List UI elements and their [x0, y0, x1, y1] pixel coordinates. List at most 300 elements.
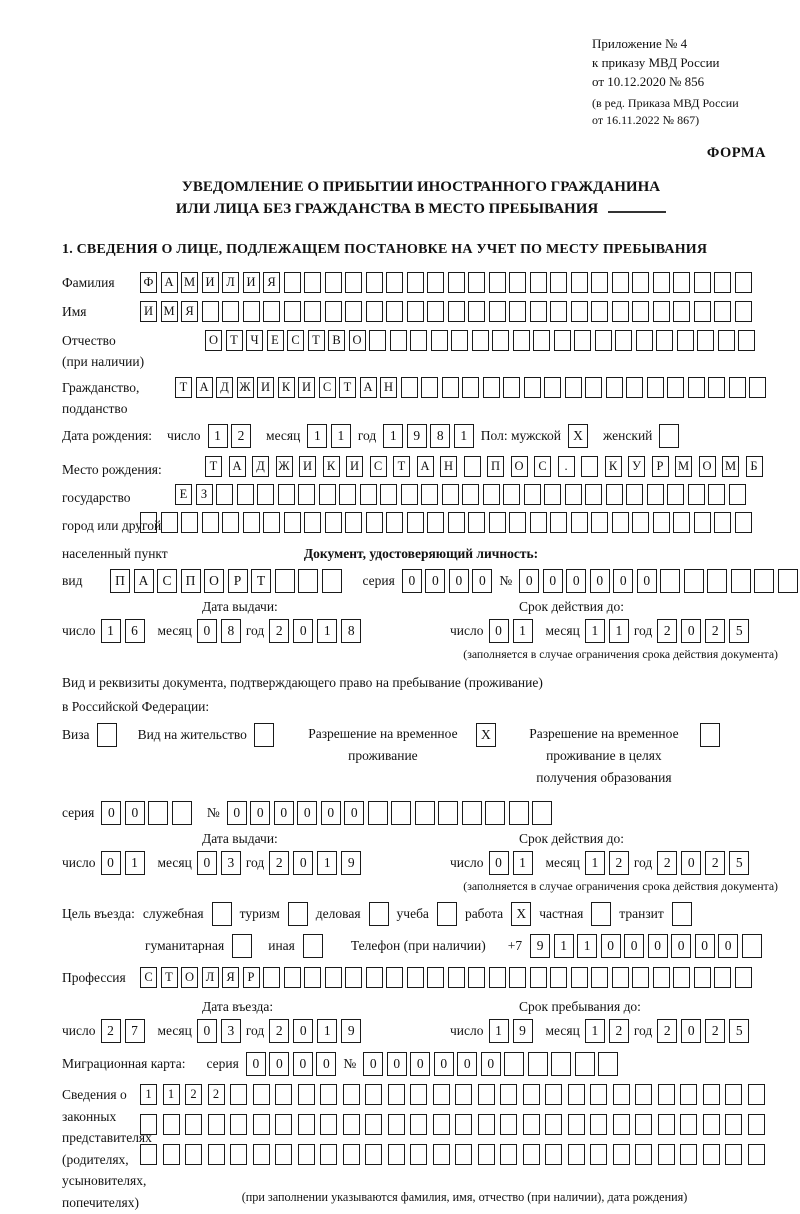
option-visa-checkbox[interactable] [97, 723, 117, 747]
form-cell[interactable]: X [568, 424, 588, 448]
form-cell[interactable] [585, 484, 602, 505]
form-cell[interactable]: 1 [125, 851, 145, 875]
form-cell[interactable]: 5 [729, 619, 749, 643]
form-cell[interactable] [464, 456, 481, 477]
form-cell[interactable] [478, 1144, 495, 1165]
form-cell[interactable] [263, 301, 280, 322]
form-cell[interactable] [590, 1084, 607, 1105]
form-cell[interactable]: 2 [657, 619, 677, 643]
form-cell[interactable] [708, 377, 725, 398]
form-cell[interactable] [366, 967, 383, 988]
form-cell[interactable] [391, 801, 411, 825]
form-cell[interactable]: 2 [101, 1019, 121, 1043]
form-cell[interactable] [528, 1052, 548, 1076]
form-cell[interactable] [325, 301, 342, 322]
form-cell[interactable]: 0 [293, 619, 313, 643]
form-cell[interactable]: 0 [363, 1052, 383, 1076]
form-cell[interactable] [320, 1114, 337, 1135]
form-cell[interactable] [275, 569, 295, 593]
form-cell[interactable] [489, 301, 506, 322]
form-cell[interactable] [598, 1052, 618, 1076]
purpose-private-checkbox[interactable] [591, 902, 611, 926]
form-cell[interactable] [410, 1114, 427, 1135]
form-cell[interactable]: 1 [585, 619, 605, 643]
firstname-cells[interactable] [140, 301, 752, 322]
form-cell[interactable]: В [328, 330, 345, 351]
form-cell[interactable] [635, 1144, 652, 1165]
residence-expiry-year-cells[interactable] [657, 851, 749, 875]
form-cell[interactable] [360, 484, 377, 505]
form-cell[interactable]: 0 [481, 1052, 501, 1076]
form-cell[interactable]: И [257, 377, 274, 398]
form-cell[interactable]: 0 [613, 569, 633, 593]
form-cell[interactable] [421, 484, 438, 505]
form-cell[interactable] [680, 1114, 697, 1135]
form-cell[interactable] [590, 1144, 607, 1165]
form-cell[interactable]: С [319, 377, 336, 398]
form-cell[interactable] [503, 377, 520, 398]
form-cell[interactable] [591, 272, 608, 293]
form-cell[interactable] [574, 330, 591, 351]
form-cell[interactable] [448, 301, 465, 322]
form-cell[interactable] [725, 1114, 742, 1135]
form-cell[interactable] [545, 1114, 562, 1135]
identity-type-cells[interactable] [110, 569, 342, 593]
form-cell[interactable]: Р [228, 569, 248, 593]
form-cell[interactable] [500, 1084, 517, 1105]
form-cell[interactable] [530, 512, 547, 533]
form-cell[interactable] [386, 967, 403, 988]
form-cell[interactable]: 9 [341, 851, 361, 875]
form-cell[interactable] [677, 330, 694, 351]
form-cell[interactable] [700, 723, 720, 747]
form-cell[interactable] [653, 967, 670, 988]
form-cell[interactable] [319, 484, 336, 505]
form-cell[interactable]: X [511, 902, 531, 926]
form-cell[interactable]: К [323, 456, 340, 477]
form-cell[interactable] [401, 377, 418, 398]
form-cell[interactable] [433, 1084, 450, 1105]
form-cell[interactable] [222, 301, 239, 322]
form-cell[interactable] [185, 1144, 202, 1165]
form-cell[interactable]: 2 [705, 1019, 725, 1043]
form-cell[interactable] [509, 967, 526, 988]
form-cell[interactable] [545, 1144, 562, 1165]
form-cell[interactable] [632, 301, 649, 322]
form-cell[interactable] [325, 512, 342, 533]
form-cell[interactable] [565, 484, 582, 505]
form-cell[interactable]: 2 [657, 1019, 677, 1043]
form-cell[interactable]: 7 [125, 1019, 145, 1043]
form-cell[interactable] [366, 301, 383, 322]
form-cell[interactable]: 9 [530, 934, 550, 958]
form-cell[interactable] [208, 1114, 225, 1135]
form-cell[interactable]: П [487, 456, 504, 477]
form-cell[interactable]: 0 [590, 569, 610, 593]
form-cell[interactable] [748, 1144, 765, 1165]
form-cell[interactable]: 1 [609, 619, 629, 643]
form-cell[interactable]: 0 [472, 569, 492, 593]
form-cell[interactable] [489, 272, 506, 293]
form-cell[interactable]: А [417, 456, 434, 477]
form-cell[interactable] [544, 377, 561, 398]
form-cell[interactable] [343, 1144, 360, 1165]
form-cell[interactable] [591, 902, 611, 926]
identity-series-cells[interactable] [402, 569, 493, 593]
form-cell[interactable] [707, 569, 727, 593]
form-cell[interactable] [388, 1084, 405, 1105]
identity-expiry-day-cells[interactable] [489, 619, 533, 643]
form-cell[interactable] [748, 1084, 765, 1105]
form-cell[interactable] [455, 1144, 472, 1165]
purpose-study-checkbox[interactable] [437, 902, 457, 926]
form-cell[interactable] [530, 967, 547, 988]
form-cell[interactable] [410, 330, 427, 351]
form-cell[interactable]: 0 [125, 801, 145, 825]
form-cell[interactable] [478, 1114, 495, 1135]
form-cell[interactable] [298, 1084, 315, 1105]
form-cell[interactable]: 1 [101, 619, 121, 643]
option-temporary-residence-education-checkbox[interactable] [700, 723, 720, 747]
form-cell[interactable]: 8 [221, 619, 241, 643]
form-cell[interactable] [703, 1144, 720, 1165]
form-cell[interactable] [388, 1144, 405, 1165]
form-cell[interactable] [448, 512, 465, 533]
form-cell[interactable]: У [628, 456, 645, 477]
form-cell[interactable] [694, 301, 711, 322]
form-cell[interactable] [407, 272, 424, 293]
form-cell[interactable] [718, 330, 735, 351]
form-cell[interactable]: 1 [585, 1019, 605, 1043]
form-cell[interactable]: 0 [101, 801, 121, 825]
form-cell[interactable] [626, 377, 643, 398]
form-cell[interactable] [304, 967, 321, 988]
form-cell[interactable] [729, 484, 746, 505]
form-cell[interactable] [451, 330, 468, 351]
form-cell[interactable] [304, 272, 321, 293]
form-cell[interactable]: 0 [227, 801, 247, 825]
form-cell[interactable] [437, 902, 457, 926]
form-cell[interactable]: 1 [307, 424, 327, 448]
form-cell[interactable] [632, 512, 649, 533]
form-cell[interactable]: 0 [566, 569, 586, 593]
form-cell[interactable] [590, 1114, 607, 1135]
form-cell[interactable]: М [181, 272, 198, 293]
form-cell[interactable] [571, 272, 588, 293]
form-cell[interactable]: Д [252, 456, 269, 477]
form-cell[interactable] [571, 301, 588, 322]
form-cell[interactable]: 8 [341, 619, 361, 643]
form-cell[interactable]: Т [175, 377, 192, 398]
form-cell[interactable] [462, 801, 482, 825]
form-cell[interactable]: 1 [554, 934, 574, 958]
form-cell[interactable] [320, 1084, 337, 1105]
form-cell[interactable] [673, 967, 690, 988]
form-cell[interactable] [386, 512, 403, 533]
form-cell[interactable] [658, 1084, 675, 1105]
form-cell[interactable]: 9 [407, 424, 427, 448]
form-cell[interactable]: О [205, 330, 222, 351]
form-cell[interactable] [97, 723, 117, 747]
form-cell[interactable] [545, 1084, 562, 1105]
form-cell[interactable]: 0 [321, 801, 341, 825]
form-cell[interactable] [673, 512, 690, 533]
residence-series-cells[interactable] [101, 801, 192, 825]
form-cell[interactable]: 1 [317, 851, 337, 875]
residence-issue-day-cells[interactable] [101, 851, 145, 875]
identity-expiry-year-cells[interactable] [657, 619, 749, 643]
form-cell[interactable] [653, 512, 670, 533]
form-cell[interactable]: 0 [402, 569, 422, 593]
form-cell[interactable]: Я [222, 967, 239, 988]
form-cell[interactable]: 0 [410, 1052, 430, 1076]
purpose-business-checkbox[interactable] [369, 902, 389, 926]
birthplace-row1-cells[interactable] [205, 456, 763, 477]
form-cell[interactable] [172, 801, 192, 825]
form-cell[interactable] [284, 301, 301, 322]
form-cell[interactable] [284, 272, 301, 293]
form-cell[interactable]: И [140, 301, 157, 322]
form-cell[interactable] [472, 330, 489, 351]
form-cell[interactable] [366, 272, 383, 293]
form-cell[interactable] [369, 902, 389, 926]
purpose-humanitarian-checkbox[interactable] [232, 934, 252, 958]
form-cell[interactable] [612, 272, 629, 293]
form-cell[interactable]: 0 [519, 569, 539, 593]
form-cell[interactable]: 9 [513, 1019, 533, 1043]
form-cell[interactable] [407, 512, 424, 533]
form-cell[interactable]: 1 [331, 424, 351, 448]
form-cell[interactable]: 1 [513, 619, 533, 643]
form-cell[interactable] [345, 512, 362, 533]
form-cell[interactable] [571, 967, 588, 988]
form-cell[interactable] [735, 512, 752, 533]
form-cell[interactable] [524, 484, 541, 505]
form-cell[interactable] [427, 967, 444, 988]
form-cell[interactable]: 0 [718, 934, 738, 958]
stay-day-cells[interactable] [489, 1019, 533, 1043]
form-cell[interactable]: 5 [729, 851, 749, 875]
form-cell[interactable] [694, 967, 711, 988]
form-cell[interactable]: О [699, 456, 716, 477]
form-cell[interactable] [365, 1144, 382, 1165]
form-cell[interactable] [509, 272, 526, 293]
form-cell[interactable] [230, 1084, 247, 1105]
form-cell[interactable] [523, 1084, 540, 1105]
form-cell[interactable] [407, 967, 424, 988]
form-cell[interactable]: 0 [425, 569, 445, 593]
form-cell[interactable] [243, 512, 260, 533]
form-cell[interactable] [532, 801, 552, 825]
form-cell[interactable] [509, 801, 529, 825]
form-cell[interactable] [591, 301, 608, 322]
form-cell[interactable] [304, 301, 321, 322]
form-cell[interactable] [591, 512, 608, 533]
form-cell[interactable]: О [349, 330, 366, 351]
form-cell[interactable] [298, 569, 318, 593]
form-cell[interactable] [298, 1144, 315, 1165]
form-cell[interactable]: М [161, 301, 178, 322]
form-cell[interactable] [388, 1114, 405, 1135]
form-cell[interactable] [325, 272, 342, 293]
identity-issue-day-cells[interactable] [101, 619, 145, 643]
form-cell[interactable] [320, 1144, 337, 1165]
form-cell[interactable] [738, 330, 755, 351]
form-cell[interactable]: С [370, 456, 387, 477]
form-cell[interactable]: 3 [221, 851, 241, 875]
form-cell[interactable]: 6 [125, 619, 145, 643]
form-cell[interactable] [571, 512, 588, 533]
form-cell[interactable]: X [476, 723, 496, 747]
form-cell[interactable] [410, 1084, 427, 1105]
form-cell[interactable] [714, 301, 731, 322]
form-cell[interactable]: 8 [430, 424, 450, 448]
form-cell[interactable]: 0 [101, 851, 121, 875]
form-cell[interactable]: Р [652, 456, 669, 477]
migration-number-cells[interactable] [363, 1052, 618, 1076]
form-cell[interactable] [565, 377, 582, 398]
form-cell[interactable] [636, 330, 653, 351]
form-cell[interactable] [613, 1144, 630, 1165]
form-cell[interactable] [509, 301, 526, 322]
form-cell[interactable]: Т [251, 569, 271, 593]
form-cell[interactable] [208, 1144, 225, 1165]
form-cell[interactable] [448, 967, 465, 988]
entry-day-cells[interactable] [101, 1019, 145, 1043]
form-cell[interactable] [613, 1114, 630, 1135]
form-cell[interactable]: А [229, 456, 246, 477]
form-cell[interactable]: 2 [185, 1084, 202, 1105]
form-cell[interactable] [714, 272, 731, 293]
form-cell[interactable] [468, 272, 485, 293]
form-cell[interactable] [275, 1114, 292, 1135]
form-cell[interactable] [468, 512, 485, 533]
form-cell[interactable] [591, 967, 608, 988]
form-cell[interactable]: 0 [316, 1052, 336, 1076]
form-cell[interactable] [303, 934, 323, 958]
form-cell[interactable]: 0 [344, 801, 364, 825]
form-cell[interactable]: И [299, 456, 316, 477]
form-cell[interactable]: 0 [543, 569, 563, 593]
form-cell[interactable] [635, 1114, 652, 1135]
form-cell[interactable] [298, 484, 315, 505]
form-cell[interactable]: 0 [648, 934, 668, 958]
form-cell[interactable] [298, 1114, 315, 1135]
entry-year-cells[interactable] [269, 1019, 361, 1043]
form-cell[interactable] [489, 967, 506, 988]
sex-male-checkbox[interactable] [568, 424, 588, 448]
form-cell[interactable] [386, 272, 403, 293]
form-cell[interactable] [659, 424, 679, 448]
form-cell[interactable]: Л [202, 967, 219, 988]
form-cell[interactable]: 1 [317, 1019, 337, 1043]
form-cell[interactable] [230, 1144, 247, 1165]
form-cell[interactable] [263, 512, 280, 533]
form-cell[interactable]: 0 [297, 801, 317, 825]
form-cell[interactable] [550, 272, 567, 293]
form-cell[interactable]: Т [339, 377, 356, 398]
form-cell[interactable]: 5 [729, 1019, 749, 1043]
form-cell[interactable]: М [675, 456, 692, 477]
form-cell[interactable] [575, 1052, 595, 1076]
form-cell[interactable]: А [196, 377, 213, 398]
form-cell[interactable]: П [110, 569, 130, 593]
form-cell[interactable]: 2 [269, 619, 289, 643]
form-cell[interactable] [431, 330, 448, 351]
identity-issue-month-cells[interactable] [197, 619, 241, 643]
form-cell[interactable] [492, 330, 509, 351]
form-cell[interactable]: С [140, 967, 157, 988]
form-cell[interactable] [438, 801, 458, 825]
form-cell[interactable] [148, 801, 168, 825]
form-cell[interactable]: 1 [140, 1084, 157, 1105]
form-cell[interactable] [275, 1084, 292, 1105]
form-cell[interactable] [407, 301, 424, 322]
form-cell[interactable] [386, 301, 403, 322]
form-cell[interactable] [667, 484, 684, 505]
form-cell[interactable] [684, 569, 704, 593]
form-cell[interactable]: 0 [434, 1052, 454, 1076]
form-cell[interactable] [365, 1114, 382, 1135]
form-cell[interactable] [500, 1114, 517, 1135]
form-cell[interactable]: 1 [513, 851, 533, 875]
form-cell[interactable] [725, 1144, 742, 1165]
representatives-row3-cells[interactable] [140, 1144, 765, 1165]
form-cell[interactable]: 0 [457, 1052, 477, 1076]
purpose-official-checkbox[interactable] [212, 902, 232, 926]
form-cell[interactable]: 9 [341, 1019, 361, 1043]
form-cell[interactable] [673, 301, 690, 322]
form-cell[interactable] [442, 484, 459, 505]
purpose-work-checkbox[interactable] [511, 902, 531, 926]
form-cell[interactable] [568, 1144, 585, 1165]
entry-month-cells[interactable] [197, 1019, 241, 1043]
form-cell[interactable] [688, 484, 705, 505]
form-cell[interactable] [181, 512, 198, 533]
form-cell[interactable] [243, 301, 260, 322]
birth-day-cells[interactable] [208, 424, 252, 448]
form-cell[interactable] [581, 456, 598, 477]
form-cell[interactable] [288, 902, 308, 926]
form-cell[interactable] [568, 1114, 585, 1135]
form-cell[interactable]: 2 [269, 1019, 289, 1043]
form-cell[interactable] [222, 512, 239, 533]
form-cell[interactable] [524, 377, 541, 398]
residence-number-cells[interactable] [227, 801, 553, 825]
form-cell[interactable]: 0 [681, 1019, 701, 1043]
form-cell[interactable] [632, 967, 649, 988]
form-cell[interactable] [672, 902, 692, 926]
form-cell[interactable] [533, 330, 550, 351]
birthplace-row2-cells[interactable] [175, 484, 746, 505]
birth-year-cells[interactable] [383, 424, 474, 448]
form-cell[interactable]: 1 [208, 424, 228, 448]
form-cell[interactable] [667, 377, 684, 398]
form-cell[interactable] [212, 902, 232, 926]
form-cell[interactable] [284, 967, 301, 988]
representatives-row1-cells[interactable] [140, 1084, 765, 1105]
form-cell[interactable] [550, 301, 567, 322]
form-cell[interactable] [345, 967, 362, 988]
form-cell[interactable]: 1 [317, 619, 337, 643]
form-cell[interactable] [202, 301, 219, 322]
form-cell[interactable] [554, 330, 571, 351]
form-cell[interactable] [163, 1144, 180, 1165]
form-cell[interactable] [612, 967, 629, 988]
form-cell[interactable] [703, 1114, 720, 1135]
form-cell[interactable] [673, 272, 690, 293]
migration-series-cells[interactable] [246, 1052, 337, 1076]
